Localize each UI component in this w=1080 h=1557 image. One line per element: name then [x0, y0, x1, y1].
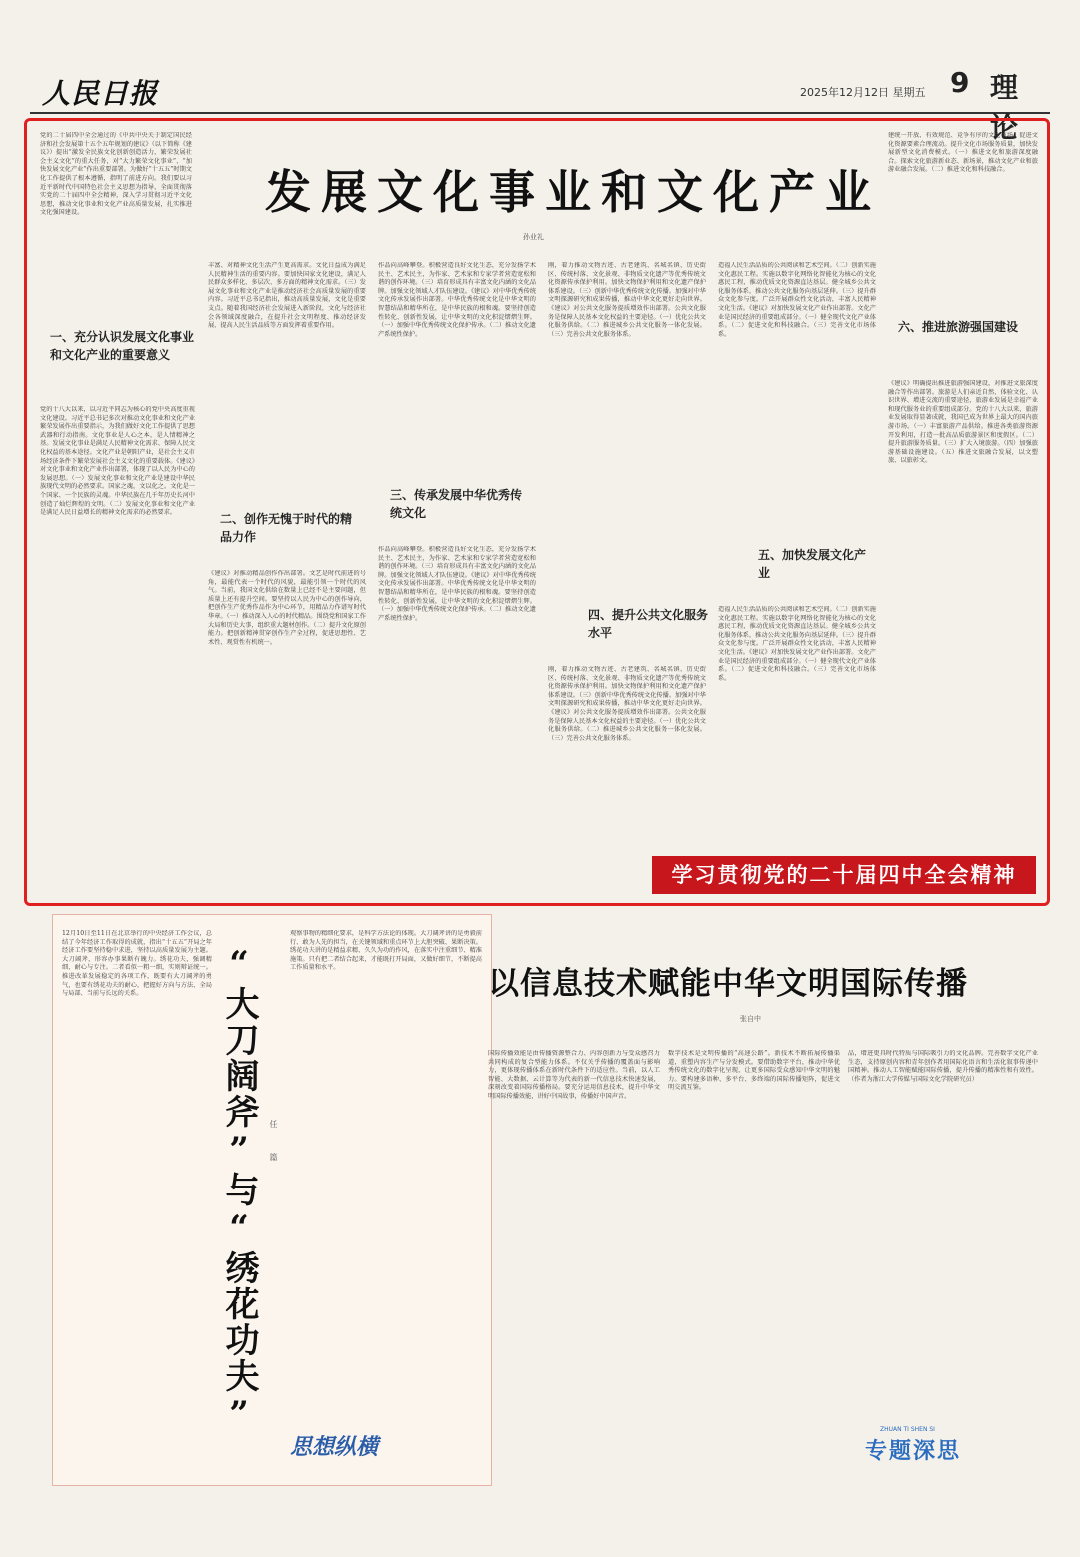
subhead-3: 三、传承发展中华优秀传统文化 — [390, 488, 523, 520]
article-intro — [40, 132, 192, 302]
column-text — [40, 406, 195, 892]
paragraph: 造福人民生活品质的公共阅读和艺术空间。（二）创新实施文化惠民工程。实施以数字化网络化智能化为核心的文化惠民工程，推动优质文化资源直达基层。健全城乡公共文化服务体系，推动公共文化服务向基层延伸。（三）提升群众文化参与度。广泛开展群众性文化活动，丰富人民精神文化生活。《建议》对加快发展文化产业作出部署。文化产业是国民经济的重要组成部分。（一）健全现代文化产业体系。（二）促进文化和科技融合。（三）完善文化市场体系。 — [718, 606, 876, 682]
paragraph: 《建议》对推动精品创作作出部署。文艺是时代前进的号角，最能代表一个时代的风貌，最能引领一个时代的风气。当前，我国文化供给在数量上已经不是主要问题，但质量上还有提升空间。要坚持以人民为中心的创作导向，把创作生产优秀作品作为中心环节，用精品力作谱写时代华章。（一）推动深入人心的时代精品。围绕党和国家工作大局和历史大事，组织重大题材创作。（二）提升文化原创能力。把创新精神贯穿创作生产全过程，促进思想性、艺术性、观赏性有机统一。 — [208, 570, 366, 646]
column-text — [888, 132, 1038, 300]
column-text — [548, 262, 706, 582]
column-logo-pinyin: ZHUAN TI SHEN SI — [880, 1426, 935, 1433]
column-logo-sixiang: 思想纵横 — [290, 1435, 379, 1460]
column-text — [290, 930, 482, 1420]
main-headline: 发展文化事业和文化产业 — [265, 165, 881, 219]
column-text — [62, 930, 212, 1470]
subhead-1: 一、充分认识发展文化事业和文化产业的重要意义 — [50, 330, 195, 362]
column-logo-zhuanti: 专题深思 — [865, 1439, 962, 1464]
paragraph: 建统一开放、有效规范、竞争有序的文化市场，促进文化资源要素合理流动。提升文化市场服务质量，加快发展新型文化消费模式。（一）推进文化和旅游深度融合。探索文化旅游新业态、新场景，推动文化产业和旅游业融合发展。（二）推进文化和科技融合。 — [888, 132, 1038, 174]
paragraph: 造福人民生活品质的公共阅读和艺术空间。（二）创新实施文化惠民工程。实施以数字化网络化智能化为核心的文化惠民工程，推动优质文化资源直达基层。健全城乡公共文化服务体系，推动公共文化服务向基层延伸。（三）提升群众文化参与度。广泛开展群众性文化活动，丰富人民精神文化生活。《建议》对加快发展文化产业作出部署。文化产业是国民经济的重要组成部分。（一）健全现代文化产业体系。（二）促进文化和科技融合。（三）完善文化市场体系。 — [718, 262, 876, 338]
column-text — [208, 570, 366, 892]
masthead — [30, 60, 1050, 144]
second-headline: 以信息技术赋能中华文明国际传播 — [488, 966, 968, 1002]
column-text — [888, 380, 1038, 844]
issue-date: 2025年12月12日 星期五 — [800, 86, 926, 99]
paragraph: 作品向高峰攀登。积极营造良好文化生态，充分发扬学术民主、艺术民主，为作家、艺术家和专家学者营造宽松和谐的创作环境。（三）培育形成具有丰富文化内涵的文化品牌。加强文化领域人才队伍建设。《建议》对中华优秀传统文化传承发展作出部署。中华优秀传统文化是中华文明的智慧结晶和精华所在，是中华民族的根和魂。要坚持创造性转化、创新性发展，让中华文明的文化积淀熠熠生辉。（一）加强中华优秀传统文化保护传承。（二）推动文化遗产系统性保护。 — [378, 262, 536, 338]
second-byline: 张自中 — [740, 1015, 761, 1023]
paragraph: 数字技术是文明传播的“高速公路”。新技术不断拓展传播渠道，重塑内容生产与分发模式。要借助数字平台，推动中华优秀传统文化的数字化呈现，让更多国际受众感知中华文明的魅力。要构建多语种、多平台、多终端的国际传播矩阵，促进文明交流互鉴。 — [668, 1050, 840, 1092]
paragraph: 观察事物的精细化要求，是科学方法论的体现。大刀阔斧讲的是勇毅前行、敢为人先的担当，在关键领域和重点环节上大胆突破、果断决策。绣花功夫讲的是精益求精、久久为功的作风，在落实中注重细节、精准施策。只有把二者结合起来，才能既打开局面，又做好细节，不断提高工作质量和水平。 — [290, 930, 482, 972]
paragraph: 党的十八大以来，以习近平同志为核心的党中央高度重视文化建设。习近平总书记多次对推动文化事业和文化产业繁荣发展作出重要指示，为我们做好文化工作提供了思想武器和行动指南。文化事业是人心之本，是人情精神之基。发展文化事业是满足人民精神文化需求、保障人民文化权益的基本途径。文化产业是朝阳产业，是社会主义市场经济条件下繁荣发展社会主义文化的重要载体。《建议》对文化事业和文化产业作出部署，体现了以人民为中心的发展思想。（一）发展文化事业和文化产业是建设中华民族现代文明的必然要求。国家之魂，文以化之。文化是一个国家、一个民族的灵魂。中华民族在几千年历史长河中创造了灿烂辉煌的文明。（二）发展文化事业和文化产业是满足人民日益增长的精神文化需求的必然要求。 — [40, 406, 195, 517]
paragraph: 丰富、对精神文化生活产生更高需求。文化日益成为满足人民精神生活的重要内容。要加快国家文化建设，满足人民群众多样化、多层次、多方面的精神文化需求。（三）发展文化事业和文化产业是推动经济社会高质量发展的重要内容。习近平总书记指出，推动高质量发展，文化是重要支点。随着我国经济社会发展进入新阶段，文化与经济社会各领域深度融合，在提升社会文明程度、推动经济发展、提高人民生活品质等方面发挥着重要作用。 — [208, 262, 366, 330]
column-text — [378, 262, 536, 472]
section-title: 理论 — [990, 71, 1023, 144]
page-number: 9 — [950, 66, 970, 99]
main-byline: 孙业礼 — [523, 233, 544, 241]
paragraph: 刚，着力推动文物古迹、古老建筑、名城名镇、历史街区、传统村落、文化景观、非物质文化遗产等优秀传统文化资源传承保护利用。加快文物保护利用和文化遗产保护体系建设。（三）创新中华优秀传统文化传播。加强对中华文明探源研究和成果传播，推动中华文化更好走向世界。《建议》对公共文化服务提质增效作出部署。公共文化服务是保障人民基本文化权益的主要途径。（一）优化公共文化服务供给。（二）推进城乡公共文化服务一体化发展。（三）完善公共文化服务体系。 — [548, 262, 706, 338]
subhead-4: 四、提升公共文化服务水平 — [588, 608, 709, 640]
column-text — [208, 262, 366, 472]
subhead-6: 六、推进旅游强国建设 — [898, 320, 1019, 334]
column-text — [488, 1050, 660, 1490]
column-text — [718, 262, 876, 532]
commentary-title: “大刀阔斧”与“绣花功夫” — [219, 944, 259, 1436]
column-text — [718, 606, 876, 846]
column-text — [668, 1050, 840, 1490]
paragraph: 国际传播效能是由传播资源整合力、内容创新力与受众感召力共同构成的复合型能力体系。不仅关乎传播的覆盖面与影响力，更体现传播体系在新时代条件下的适应性。当前，以人工智能、大数据、云计算等为代表的新一代信息技术快速发展，深刻改变着国际传播格局。要充分运用信息技术，提升中华文明国际传播效能，讲好中国故事，传播好中国声音。 — [488, 1050, 660, 1100]
paragraph: 刚，着力推动文物古迹、古老建筑、名城名镇、历史街区、传统村落、文化景观、非物质文化遗产等优秀传统文化资源传承保护利用。加快文物保护利用和文化遗产保护体系建设。（三）创新中华优秀传统文化传播。加强对中华文明探源研究和成果传播，推动中华文化更好走向世界。《建议》对公共文化服务提质增效作出部署。公共文化服务是保障人民基本文化权益的主要途径。（一）优化公共文化服务供给。（二）推进城乡公共文化服务一体化发展。（三）完善公共文化服务体系。 — [548, 666, 706, 742]
paragraph: 作品向高峰攀登。积极营造良好文化生态，充分发扬学术民主、艺术民主，为作家、艺术家和专家学者营造宽松和谐的创作环境。（三）培育形成具有丰富文化内涵的文化品牌。加强文化领域人才队伍建设。《建议》对中华优秀传统文化传承发展作出部署。中华优秀传统文化是中华文明的智慧结晶和精华所在，是中华民族的根和魂。要坚持创造性转化、创新性发展，让中华文明的文化积淀熠熠生辉。（一）加强中华优秀传统文化保护传承。（二）推动文化遗产系统性保护。 — [378, 546, 536, 622]
subhead-5: 五、加快发展文化产业 — [758, 548, 867, 580]
paragraph: 《建议》明确提出推进旅游强国建设，对推进文旅深度融合等作出部署。旅游是人们亲近自然、体验文化、认识世界、增进交流的重要途径，旅游业发展是幸福产业和现代服务业的重要组成部分。党的十八大以来，旅游业发展取得显著成就，我国已成为世界上最大的国内旅游市场。（一）丰富旅游产品供给。推进各类旅游资源开发利用，打造一批高品质旅游景区和度假区。（二）提升旅游服务质量。（三）扩大入境旅游。（四）加强旅游基础设施建设。（五）推进文旅融合发展，以文塑旅、以旅彰文。 — [888, 380, 1038, 465]
paragraph: 12月10日至11日在北京举行的中央经济工作会议，总结了今年经济工作取得的成就，指出“十五五”开局之年经济工作要坚持稳中求进，坚持以高质量发展为主题。大刀阔斧，形容办事果断有魄力。绣花功夫，强调精细、耐心与专注。二者看似一粗一细，实则辩证统一。推进改革发展稳定的各项工作，既要有大刀阔斧的勇气，也要有绣花功夫的耐心，把握好方向与方法、全局与局部、当前与长远的关系。 — [62, 930, 212, 998]
subhead-2: 二、创作无愧于时代的精品力作 — [220, 512, 353, 544]
intro-text: 党的二十届四中全会通过的《中共中央关于制定国民经济和社会发展第十五个五年规划的建议》（以下简称《建议》）提出“激发全民族文化创新创造活力，繁荣发展社会主义文化”的重大任务，对“大力繁荣文化事业”、“加快发展文化产业”作出重要部署。为做好“十五五”时期文化工作提供了根本遵循，指明了前进方向。我们要以习近平新时代中国特色社会主义思想为指导，全面贯彻落实党的二十届四中全会精神，深入学习贯彻习近平文化思想，推动文化事业和文化产业高质量发展，扎实推进文化强国建设。 — [40, 132, 192, 217]
newspaper-logo: 人民日报 — [42, 77, 159, 110]
commentary-author: 任 篇 — [269, 1120, 278, 1169]
paragraph: 品，增进更具时代特质与国际吸引力的文化品牌。完善数字文化产业生态，支持原创内容和青年创作者用国际化语言和生活化叙事传递中国精神。推动人工智能赋能国际传播，提升传播的精准性和有效性。（作者为浙江大学传媒与国际文化学院研究员） — [848, 1050, 1038, 1083]
series-banner: 学习贯彻党的二十届四中全会精神 — [652, 856, 1036, 894]
column-text — [848, 1050, 1038, 1420]
column-text — [378, 546, 536, 892]
